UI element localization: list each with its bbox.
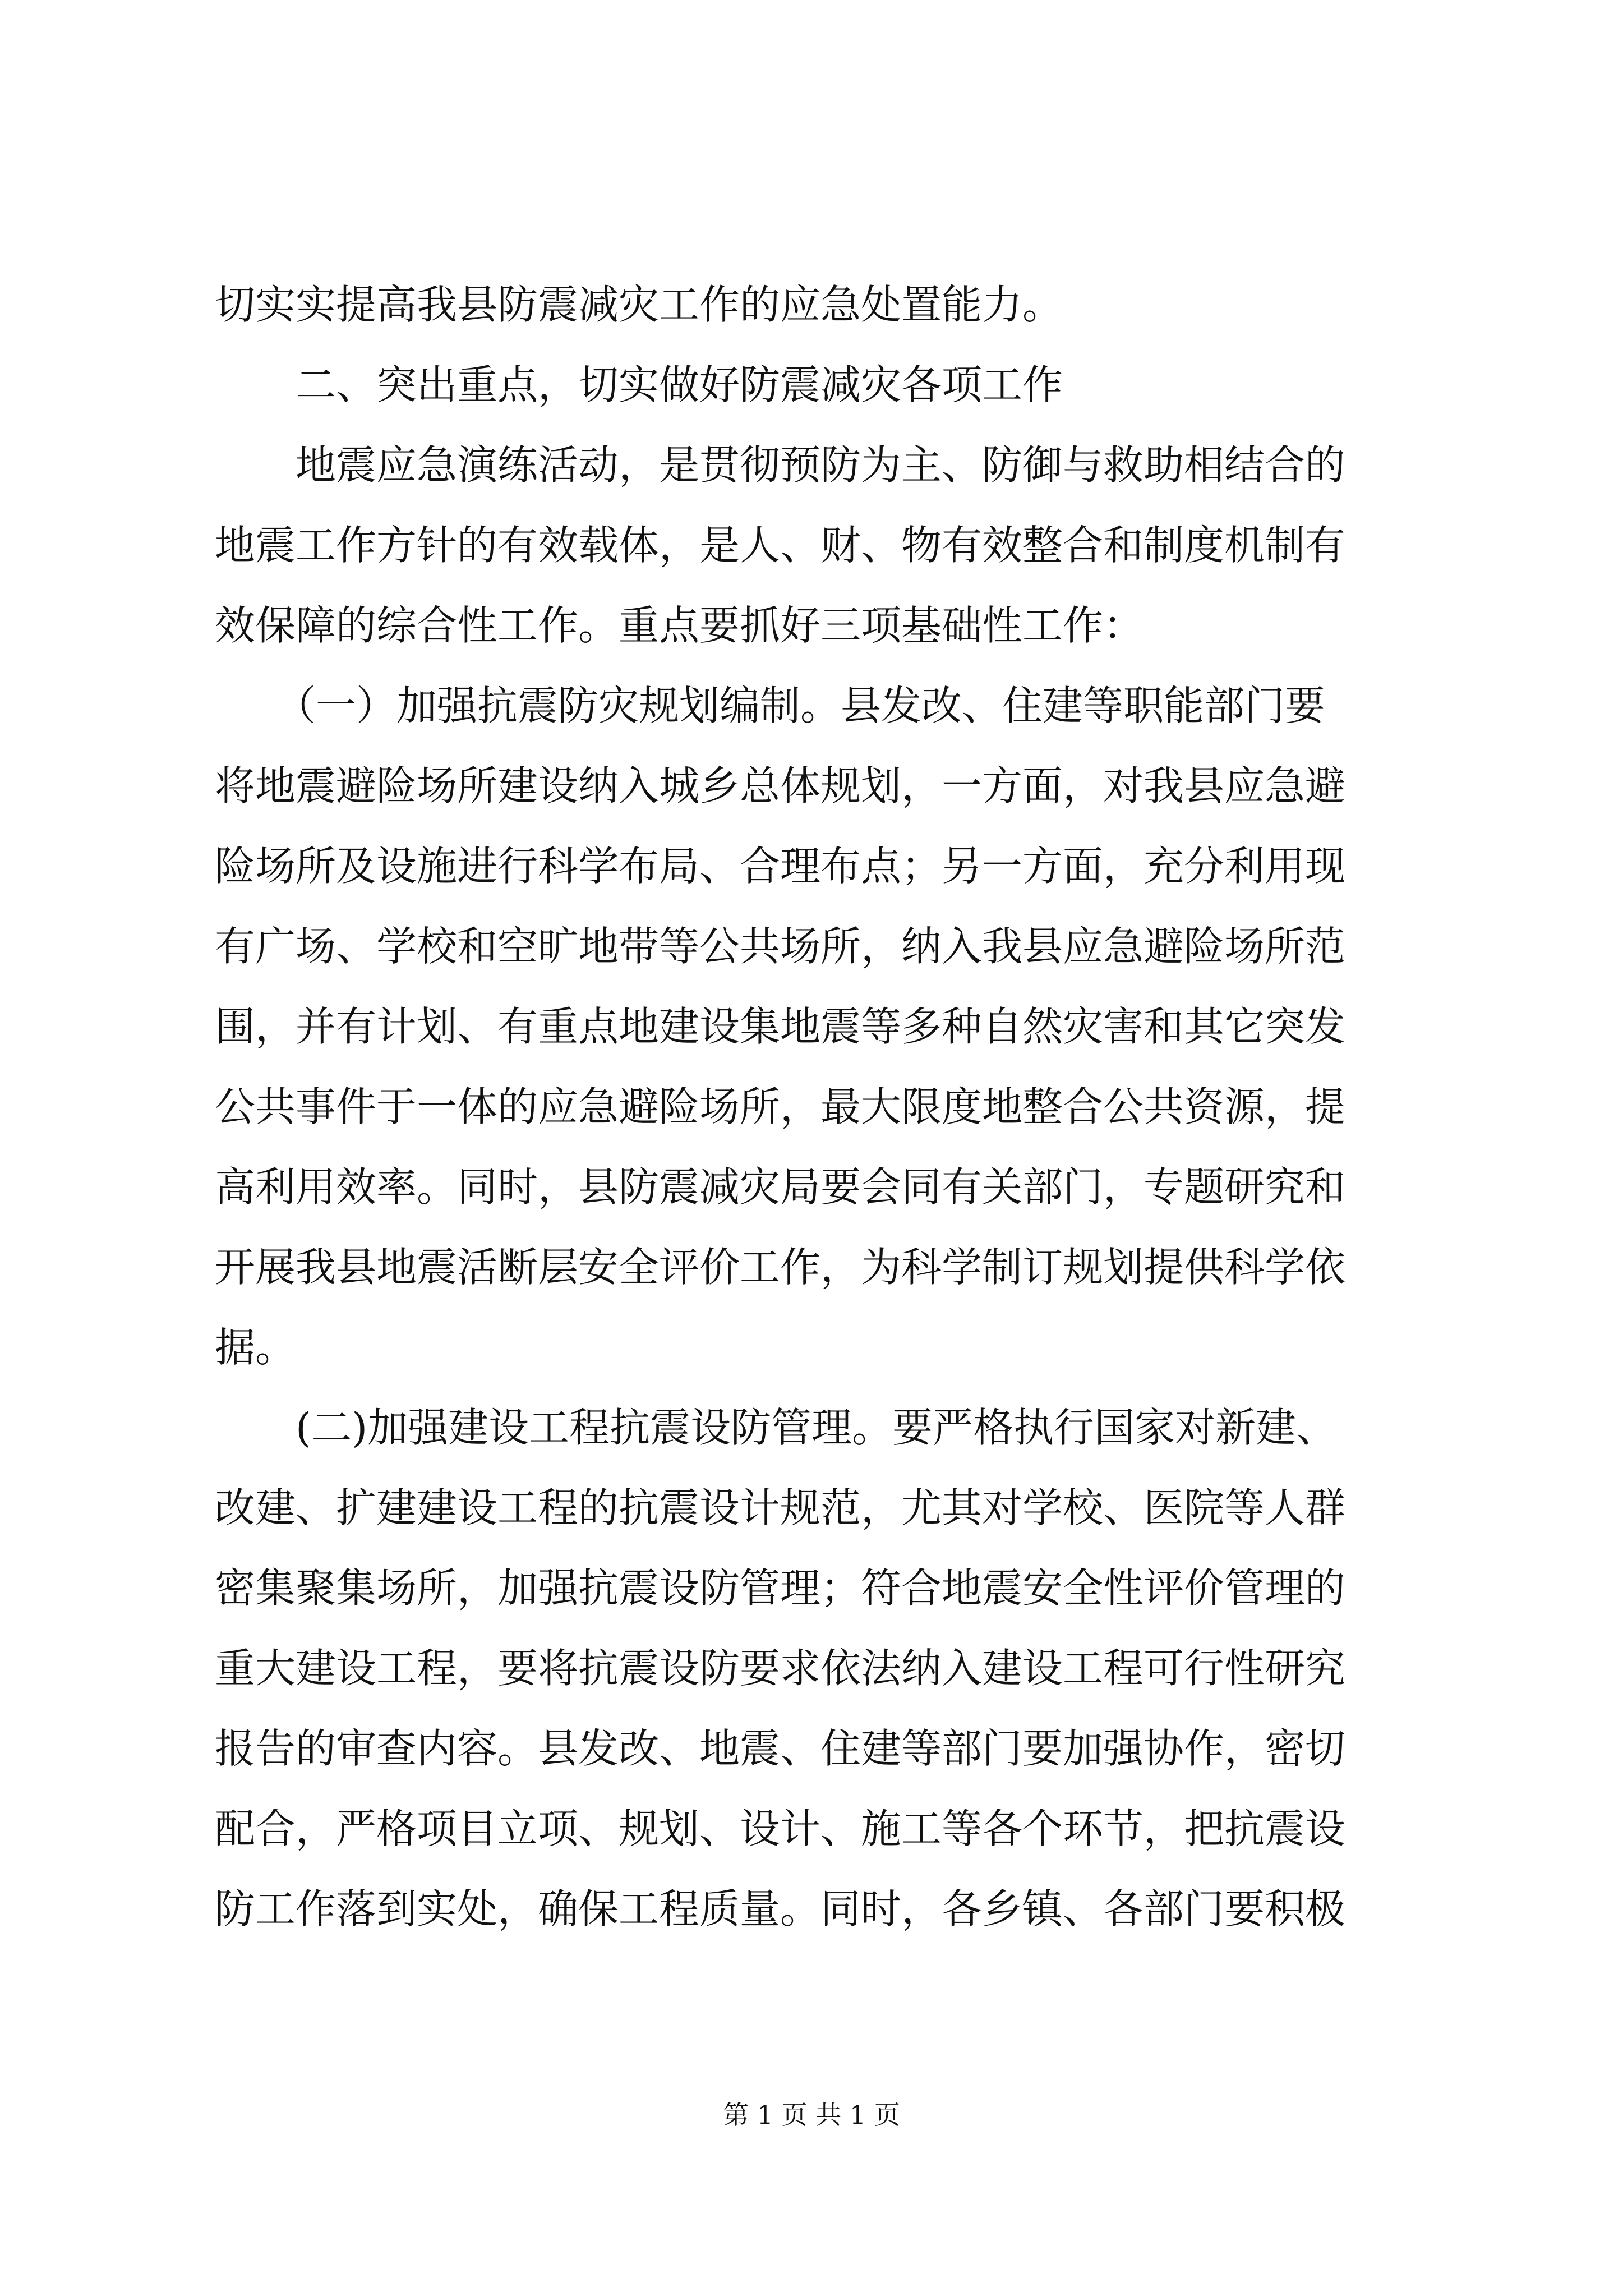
- text-line: 高利用效率。同时，县防震减灾局要会同有关部门，专题研究和: [215, 1163, 1346, 1211]
- text-line: 效保障的综合性工作。重点要抓好三项基础性工作：: [215, 602, 1144, 649]
- text-line: 切实实提高我县防震减灾工作的应急处置能力。: [215, 281, 1063, 328]
- text-line: 密集聚集场所，加强抗震设防管理；符合地震安全性评价管理的: [215, 1565, 1346, 1612]
- text-line: 围，并有计划、有重点地建设集地震等多种自然灾害和其它突发: [215, 1003, 1346, 1050]
- text-line: 地震工作方针的有效载体，是人、财、物有效整合和制度机制有: [215, 522, 1346, 569]
- text-line: 险场所及设施进行科学布局、合理布点；另一方面，充分利用现: [215, 843, 1346, 890]
- text-line: 有广场、学校和空旷地带等公共场所，纳入我县应急避险场所范: [215, 923, 1346, 970]
- text-line: 开展我县地震活断层安全评价工作，为科学制订规划提供科学依: [215, 1244, 1346, 1291]
- text-line: （一）加强抗震防灾规划编制。县发改、住建等职能部门要: [215, 682, 1326, 729]
- page-number-footer: 第 1 页 共 1 页: [723, 2100, 900, 2130]
- text-line: 防工作落到实处，确保工程质量。同时，各乡镇、各部门要积极: [215, 1885, 1346, 1932]
- text-line: 公共事件于一体的应急避险场所，最大限度地整合公共资源，提: [215, 1083, 1346, 1130]
- text-line: 据。: [215, 1324, 296, 1371]
- text-line: 改建、扩建建设工程的抗震设计规范，尤其对学校、医院等人群: [215, 1484, 1346, 1531]
- text-line: 地震应急演练活动，是贯彻预防为主、防御与救助相结合的: [215, 441, 1346, 489]
- text-line: 重大建设工程，要将抗震设防要求依法纳入建设工程可行性研究: [215, 1645, 1346, 1692]
- text-line: 配合，严格项目立项、规划、设计、施工等各个环节，把抗震设: [215, 1805, 1346, 1852]
- text-line: 报告的审查内容。县发改、地震、住建等部门要加强协作，密切: [215, 1725, 1346, 1772]
- section-heading: 二、突出重点，切实做好防震减灾各项工作: [215, 361, 1063, 408]
- text-line: (二)加强建设工程抗震设防管理。要严格执行国家对新建、: [215, 1404, 1337, 1451]
- document-body: [215, 265, 1408, 1949]
- text-line: 将地震避险场所建设纳入城乡总体规划，一方面，对我县应急避: [215, 762, 1346, 809]
